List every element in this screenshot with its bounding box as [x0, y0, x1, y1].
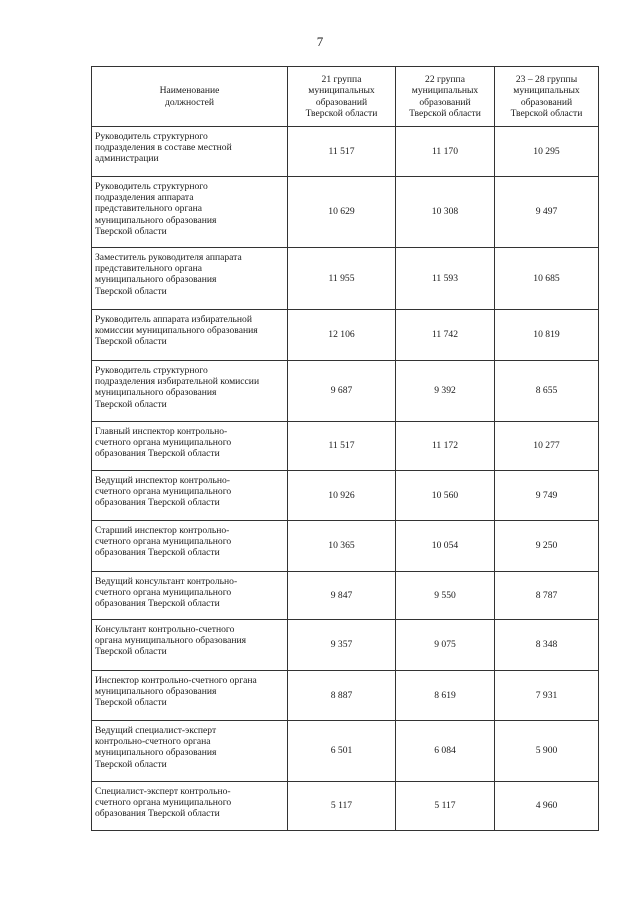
value-cell-21: 11 517: [288, 127, 396, 177]
table-row: [92, 471, 599, 521]
value-cell-22: 11 172: [396, 422, 495, 471]
value-cell-23-28: 10 277: [495, 422, 599, 471]
value-cell-22: 10 560: [396, 471, 495, 521]
value-cell-21: 12 106: [288, 310, 396, 361]
value-cell-21: 9 687: [288, 361, 396, 422]
position-cell: Руководитель структурного подразделения аппарата представительного органа муниципального образования Тверской области: [92, 177, 288, 248]
position-cell: Ведущий специалист-эксперт контрольно-счетного органа муниципального образования Тверской области: [92, 721, 288, 782]
value-cell-21: 8 887: [288, 671, 396, 721]
value-cell-23-28: 5 900: [495, 721, 599, 782]
table-row: [92, 782, 599, 831]
header-position: Наименование должностей: [92, 67, 288, 127]
table-row: [92, 572, 599, 620]
value-cell-21: 9 847: [288, 572, 396, 620]
value-cell-22: 9 075: [396, 620, 495, 671]
header-row: [92, 67, 599, 127]
table-row: [92, 422, 599, 471]
position-cell: Главный инспектор контрольно- счетного органа муниципального образования Тверской области: [92, 422, 288, 471]
value-cell-22: 11 742: [396, 310, 495, 361]
value-cell-21: 10 365: [288, 521, 396, 572]
value-cell-23-28: 10 295: [495, 127, 599, 177]
value-cell-23-28: 8 655: [495, 361, 599, 422]
position-cell: Заместитель руководителя аппарата представительного органа муниципального образования Тверской области: [92, 248, 288, 310]
salary-table: [91, 66, 599, 831]
value-cell-22: 11 170: [396, 127, 495, 177]
table-row: [92, 361, 599, 422]
position-cell: Консультант контрольно-счетного органа муниципального образования Тверской области: [92, 620, 288, 671]
position-cell: Инспектор контрольно-счетного органа муниципального образования Тверской области: [92, 671, 288, 721]
table-row: [92, 177, 599, 248]
value-cell-22: 10 308: [396, 177, 495, 248]
position-cell: Старший инспектор контрольно- счетного органа муниципального образования Тверской области: [92, 521, 288, 572]
value-cell-22: 9 392: [396, 361, 495, 422]
value-cell-22: 5 117: [396, 782, 495, 831]
header-group-23-28: 23 – 28 группы муниципальных образований Тверской области: [495, 67, 599, 127]
table-row: [92, 671, 599, 721]
value-cell-21: 5 117: [288, 782, 396, 831]
value-cell-22: 10 054: [396, 521, 495, 572]
value-cell-23-28: 7 931: [495, 671, 599, 721]
value-cell-23-28: 9 749: [495, 471, 599, 521]
value-cell-22: 8 619: [396, 671, 495, 721]
page-number: 7: [316, 34, 324, 49]
position-cell: Руководитель структурного подразделения избирательной комиссии муниципального образования Тверской области: [92, 361, 288, 422]
value-cell-22: 9 550: [396, 572, 495, 620]
position-cell: Руководитель аппарата избирательной комиссии муниципального образования Тверской области: [92, 310, 288, 361]
value-cell-23-28: 9 250: [495, 521, 599, 572]
value-cell-21: 11 517: [288, 422, 396, 471]
value-cell-21: 11 955: [288, 248, 396, 310]
value-cell-23-28: 8 348: [495, 620, 599, 671]
position-cell: Ведущий инспектор контрольно- счетного органа муниципального образования Тверской области: [92, 471, 288, 521]
value-cell-23-28: 10 685: [495, 248, 599, 310]
value-cell-21: 10 629: [288, 177, 396, 248]
value-cell-23-28: 4 960: [495, 782, 599, 831]
value-cell-23-28: 8 787: [495, 572, 599, 620]
value-cell-22: 6 084: [396, 721, 495, 782]
table-row: [92, 721, 599, 782]
table-row: [92, 620, 599, 671]
header-group-21: 21 группа муниципальных образований Тверской области: [288, 67, 396, 127]
header-group-22: 22 группа муниципальных образований Тверской области: [396, 67, 495, 127]
value-cell-23-28: 9 497: [495, 177, 599, 248]
value-cell-21: 10 926: [288, 471, 396, 521]
table-row: [92, 127, 599, 177]
value-cell-21: 9 357: [288, 620, 396, 671]
value-cell-22: 11 593: [396, 248, 495, 310]
table-row: [92, 310, 599, 361]
position-cell: Специалист-эксперт контрольно- счетного органа муниципального образования Тверской области: [92, 782, 288, 831]
position-cell: Ведущий консультант контрольно- счетного органа муниципального образования Тверской области: [92, 572, 288, 620]
table-row: [92, 248, 599, 310]
table-row: [92, 521, 599, 572]
table-header: [92, 67, 599, 127]
table-body: [92, 127, 599, 831]
value-cell-21: 6 501: [288, 721, 396, 782]
value-cell-23-28: 10 819: [495, 310, 599, 361]
position-cell: Руководитель структурного подразделения в составе местной администрации: [92, 127, 288, 177]
